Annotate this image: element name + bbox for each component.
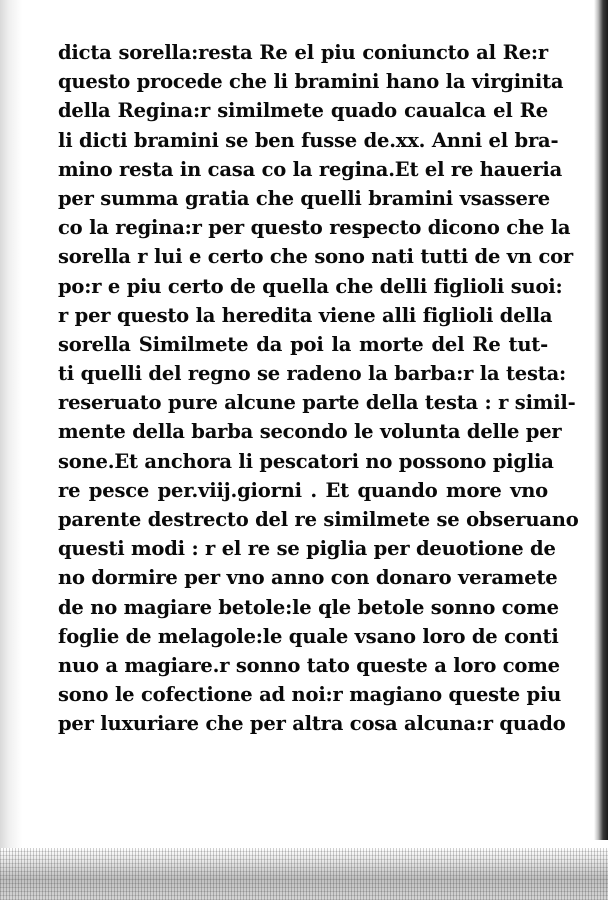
text-line: sorella Similmete da poi la morte del Re tut- <box>58 332 548 356</box>
text-line: mino resta in casa co la regina.Et el re haueria <box>58 157 563 181</box>
text-line: foglie de melagole:le quale vsano loro de conti <box>58 624 559 648</box>
text-line: sono le cofectione ad noi:r magiano queste piu <box>58 683 562 707</box>
text-line: nuo a magiare.r sonno tato queste a loro come <box>58 653 560 677</box>
text-line: della Regina:r similmete quado caualca el Re <box>58 99 548 123</box>
text-line: li dicti bramini se ben fusse de.xx. Anni el bra- <box>58 128 559 152</box>
text-line: per summa gratia che quelli bramini vsassere <box>58 186 550 210</box>
text-line: de no magiare betole:le qle betole sonno come <box>58 595 559 619</box>
text-line: sone.Et anchora li pescatori no possono piglia <box>58 449 554 473</box>
text-line: sorella r lui e certo che sono nati tutti de vn cor <box>58 245 573 269</box>
text-line: reseruato pure alcune parte della testa : r simil- <box>58 391 576 415</box>
printed-text-block <box>58 38 579 739</box>
text-line: re pesce per.viij.giorni . Et quando more vno <box>58 478 548 502</box>
page-gutter-shadow <box>0 0 22 860</box>
text-line: po:r e piu certo de quella che delli figlioli suoi: <box>58 274 563 298</box>
text-line: ti quelli del regno se radeno la barba:r la testa: <box>58 362 567 386</box>
text-line: r per questo la heredita viene alli figlioli della <box>58 303 553 327</box>
text-line: questi modi : r el re se piglia per deuotione de <box>58 537 556 561</box>
text-line: mente della barba secondo le volunta delle per <box>58 420 562 444</box>
page-bottom-edge <box>0 848 608 900</box>
text-line: co la regina:r per questo respecto dicono che la <box>58 216 571 240</box>
text-line: dicta sorella:resta Re el piu coniuncto al Re:r <box>58 41 548 64</box>
text-line: questo procede che li bramini hano la virginita <box>58 70 564 94</box>
page-right-edge <box>594 0 608 840</box>
text-line: no dormire per vno anno con donaro veramete <box>58 566 558 590</box>
text-line: parente destrecto del re similmete se obseruano <box>58 508 579 531</box>
text-line: per luxuriare che per altra cosa alcuna:r quado <box>58 712 566 736</box>
